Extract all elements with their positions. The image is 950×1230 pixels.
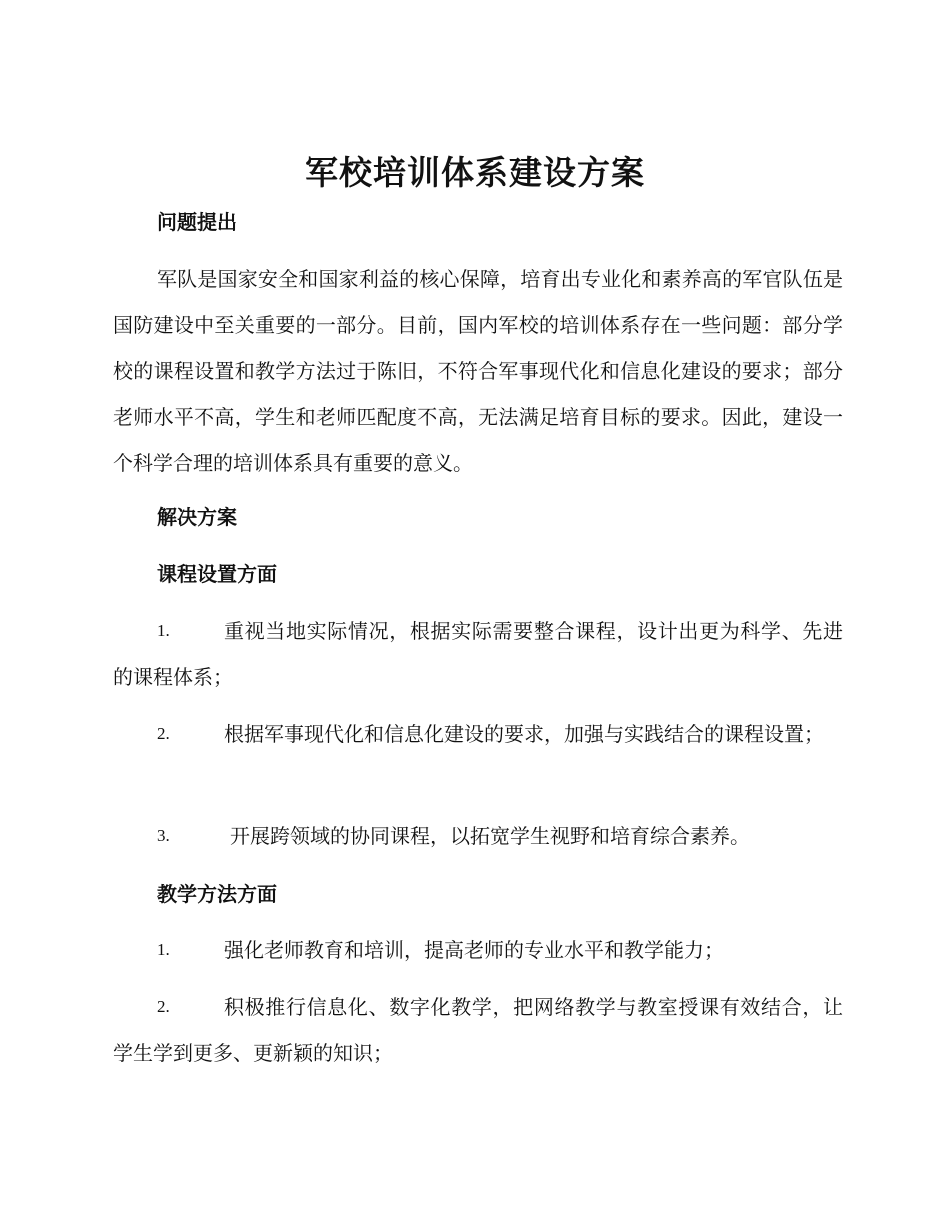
list-item-text: 重视当地实际情况，根据实际需要整合课程，设计出更为科学、先进的课程体系； xyxy=(113,619,843,689)
list-item-text: 根据军事现代化和信息化建设的要求，加强与实践结合的课程设置； xyxy=(224,722,824,746)
subsection-heading-curriculum: 课程设置方面 xyxy=(157,562,277,586)
subsection-heading-teaching: 教学方法方面 xyxy=(157,882,277,906)
list-item xyxy=(113,711,843,757)
list-item xyxy=(113,927,843,973)
list-item-number: 3. xyxy=(157,826,170,845)
problem-paragraph: 军队是国家安全和国家利益的核心保障，培育出专业化和素养高的军官队伍是国防建设中至关重要的一部分。目前，国内军校的培训体系存在一些问题：部分学校的课程设置和教学方法过于陈旧，不符合军事现代化和信息化建设的要求；部分老师水平不高，学生和老师匹配度不高，无法满足培育目标的要求。因此，建设一个科学合理的培训体系具有重要的意义。 xyxy=(113,267,843,475)
list-item-number: 2. xyxy=(157,997,170,1016)
list-item-text: 积极推行信息化、数字化教学，把网络教学与教室授课有效结合，让学生学到更多、更新颖的知识； xyxy=(113,995,843,1065)
list-item-number: 1. xyxy=(157,940,170,959)
list-item xyxy=(113,813,843,859)
list-item xyxy=(113,608,843,700)
list-item-number: 2. xyxy=(157,724,170,743)
list-item-number: 1. xyxy=(157,621,170,640)
list-item-text: 开展跨领域的协同课程，以拓宽学生视野和培育综合素养。 xyxy=(230,824,750,848)
section-heading-solution: 解决方案 xyxy=(157,505,237,529)
document-title: 军校培训体系建设方案 xyxy=(305,153,645,192)
list-item xyxy=(113,984,843,1076)
list-item-text: 强化老师教育和培训，提高老师的专业水平和教学能力； xyxy=(224,938,724,962)
section-heading-problem: 问题提出 xyxy=(157,210,237,234)
